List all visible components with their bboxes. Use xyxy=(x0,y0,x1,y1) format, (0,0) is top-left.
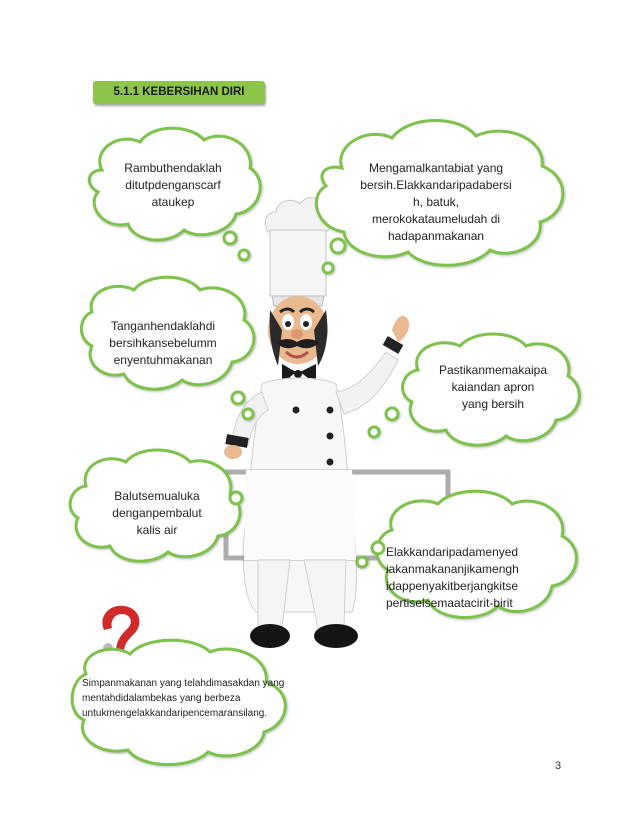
cloud-habit-line: merokokataumeludah di xyxy=(371,212,501,226)
cloud-storage-line: mentahdidalambekas yang berbeza xyxy=(82,693,241,704)
cloud-hair-line: Rambuthendaklah xyxy=(124,161,222,175)
cloud-hair-text xyxy=(98,160,248,211)
cloud-habit-line: bersih.Elakkandaripadabersi xyxy=(360,178,512,192)
cloud-habit-line: h, batuk, xyxy=(412,195,460,209)
cloud-illness-line: pertiselsemaatacirit-birit xyxy=(386,596,513,610)
cloud-habit-line: hadapanmakanan xyxy=(387,229,485,243)
cloud-storage-line: untukmengelakkandaripencemaransilang. xyxy=(82,708,268,719)
cloud-hands-line: bersihkansebelumm xyxy=(109,336,217,350)
cloud-illness-line: Elakkandaripadamenyed xyxy=(386,545,519,559)
cloud-hair-line: ditutpdenganscarf xyxy=(125,178,221,192)
cloud-illness-line: idappenyakitberjangkitse xyxy=(386,579,519,593)
cloud-hands-text xyxy=(88,318,238,369)
section-title: 5.1.1 KEBERSIHAN DIRI xyxy=(113,86,245,98)
cloud-apron-line: yang bersih xyxy=(461,397,525,411)
cloud-wound-text xyxy=(82,488,232,539)
cloud-storage-line: Simpanmakanan yang telahdimasakdan yang xyxy=(82,678,285,689)
cloud-apron-line: Pastikanmemakaipa xyxy=(438,363,548,377)
cloud-hands-line: Tanganhendaklahdi xyxy=(110,319,216,333)
cloud-hair-line: ataukep xyxy=(151,195,195,209)
cloud-habit-line: Mengamalkantabiat yang xyxy=(368,161,504,175)
page-number: 3 xyxy=(555,760,562,772)
cloud-habit-text xyxy=(336,160,536,245)
cloud-storage-text xyxy=(82,676,292,721)
cloud-illness-line: iakanmakananjikamengh xyxy=(386,562,519,576)
cloud-wound-line: denganpembalut xyxy=(112,506,202,520)
cloud-apron-line: kaiandan apron xyxy=(451,380,535,394)
cloud-wound-line: Balutsemualuka xyxy=(114,489,200,503)
cloud-apron-text xyxy=(418,362,568,413)
cloud-illness-text xyxy=(386,544,570,612)
cloud-wound-line: kalis air xyxy=(136,523,178,537)
cloud-hands-line: enyentuhmakanan xyxy=(113,353,213,367)
